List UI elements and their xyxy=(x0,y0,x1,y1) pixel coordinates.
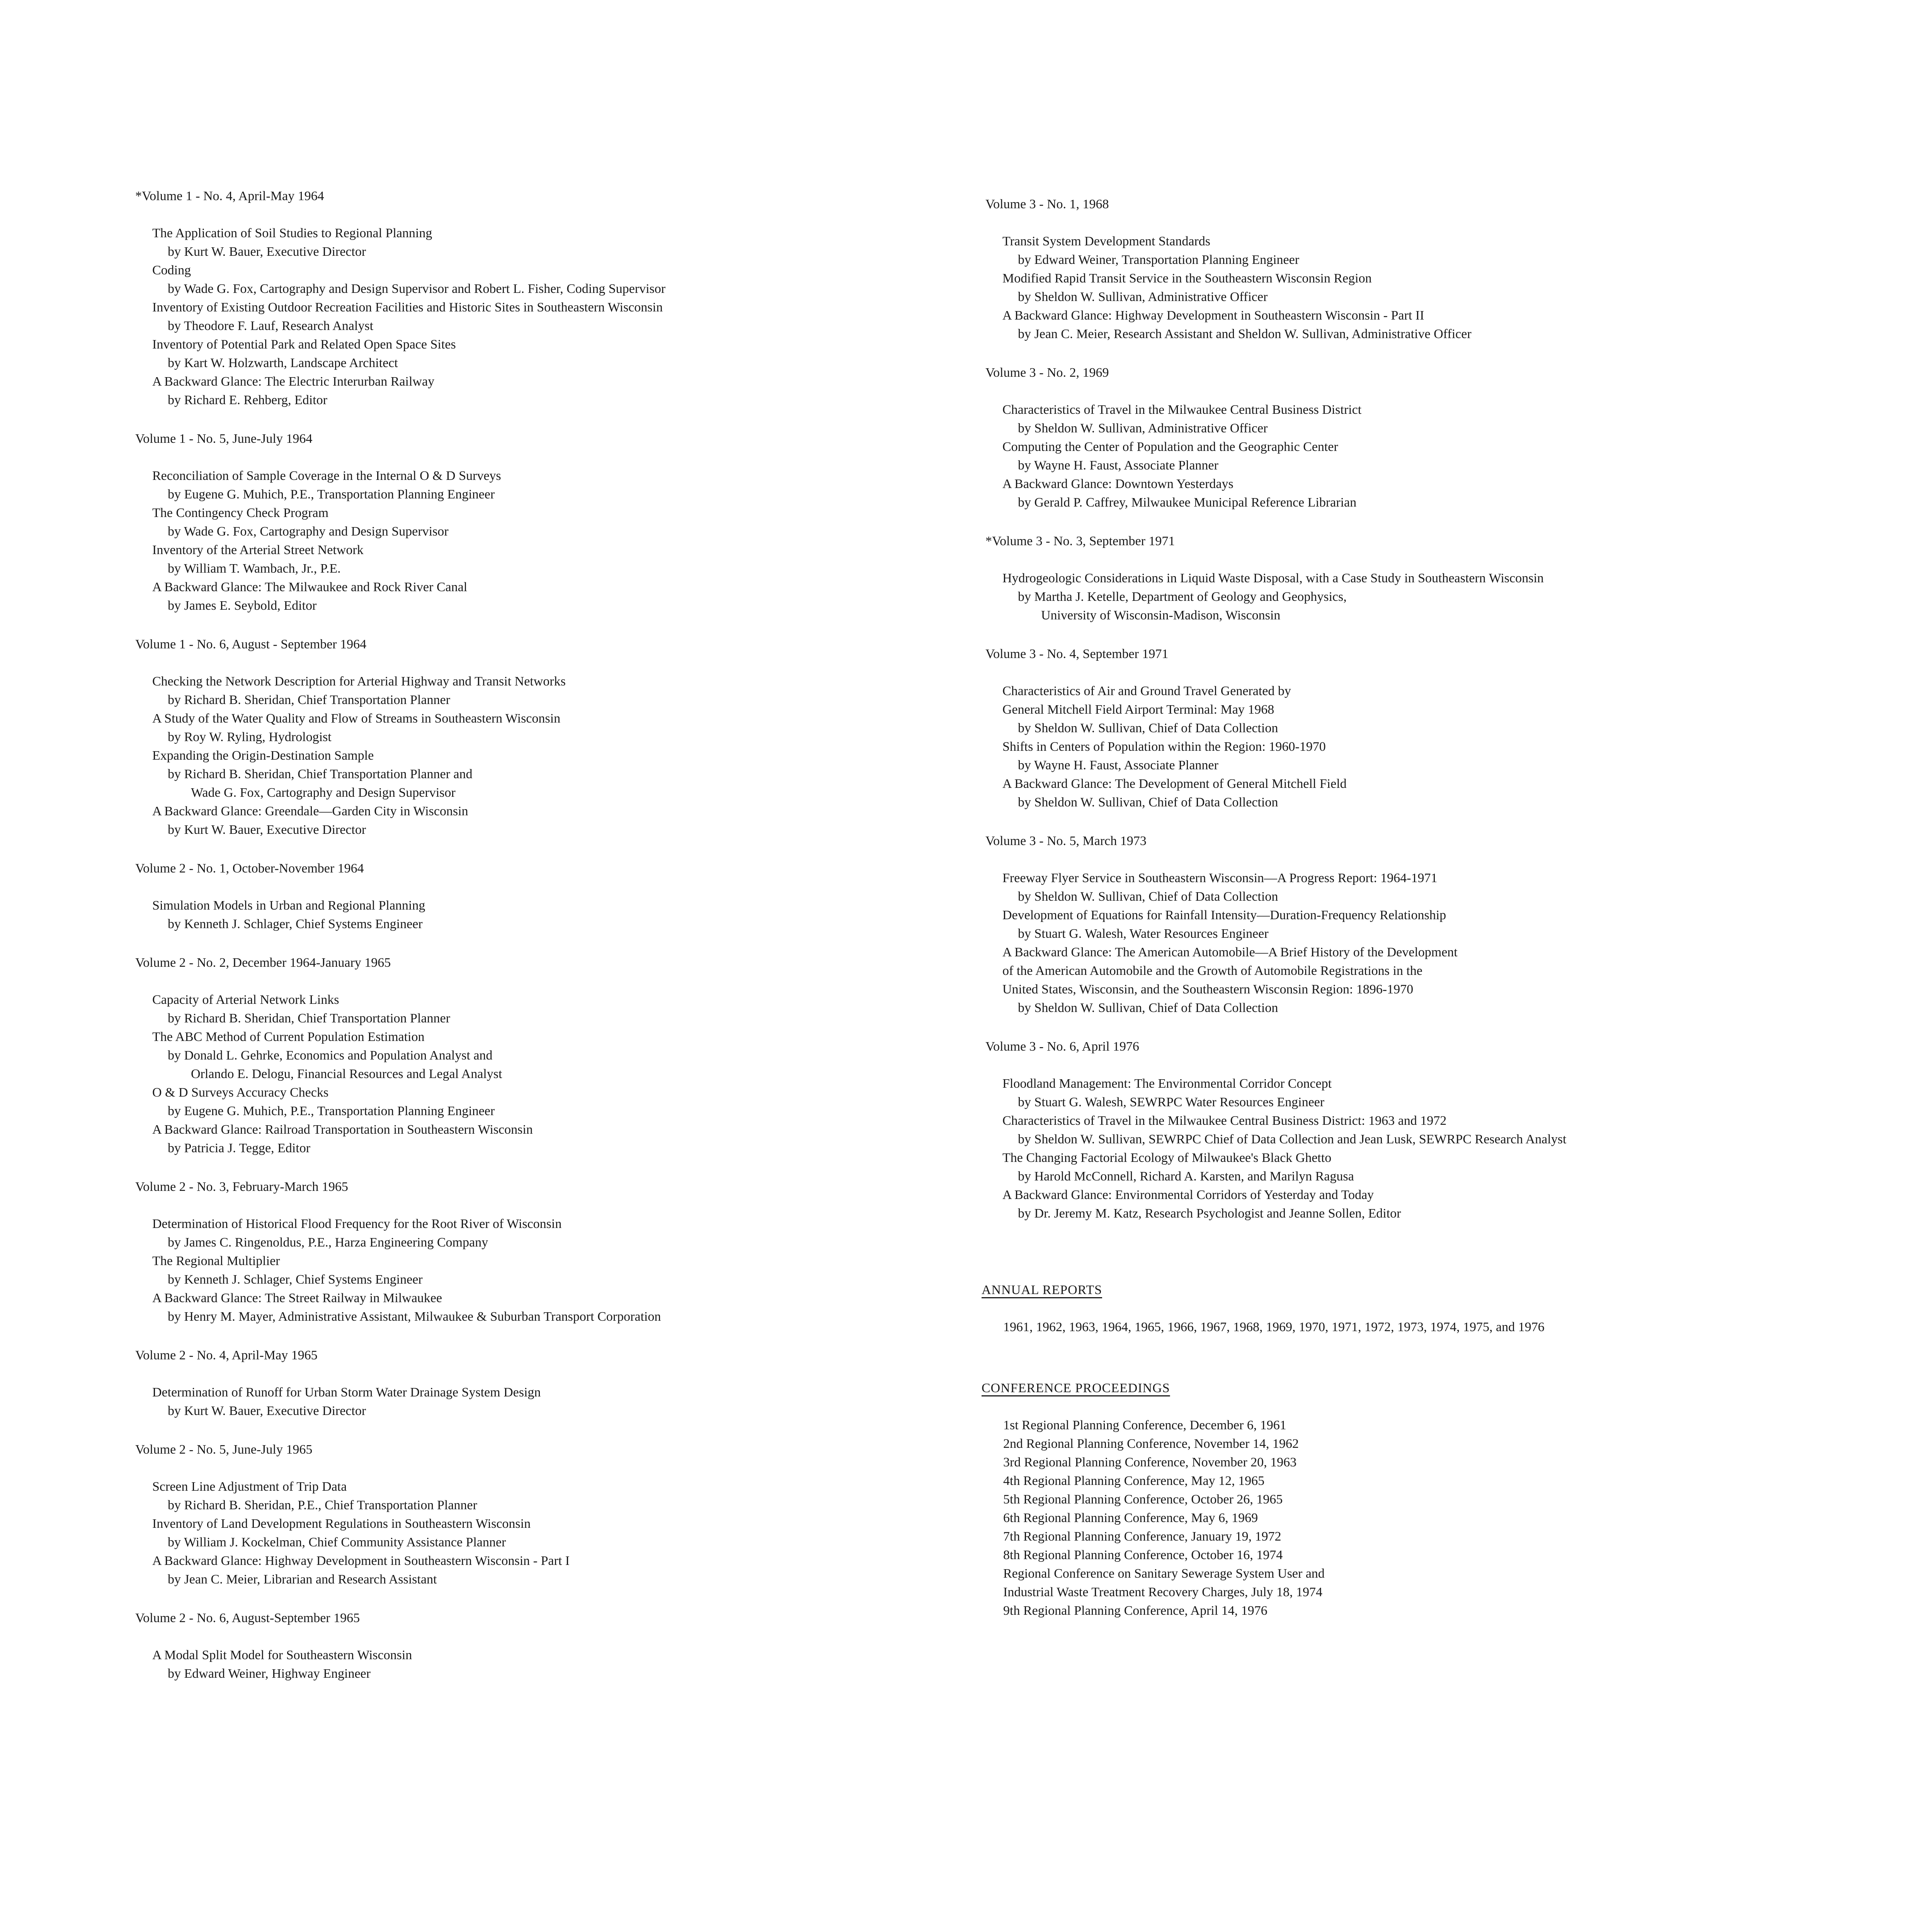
conference-item: Industrial Waste Treatment Recovery Charges, July 18, 1974 xyxy=(1003,1585,1323,1599)
article-author: by Richard B. Sheridan, P.E., Chief Transportation Planner xyxy=(168,1498,477,1512)
article-author: by Gerald P. Caffrey, Milwaukee Municipal Reference Librarian xyxy=(1018,495,1357,510)
volume-heading: Volume 3 - No. 4, September 1971 xyxy=(985,647,1169,661)
article-author: by Kurt W. Bauer, Executive Director xyxy=(168,1404,366,1418)
volume-articles xyxy=(131,224,935,410)
article-author: by Kurt W. Bauer, Executive Director xyxy=(168,823,366,837)
annual-reports-years: 1961, 1962, 1963, 1964, 1965, 1966, 1967, 1968, 1969, 1970, 1971, 1972, 1973, 1974, 1975, and 1976 xyxy=(1003,1320,1545,1334)
article-title: Transit System Development Standards xyxy=(1002,234,1210,248)
volume-heading: *Volume 3 - No. 3, September 1971 xyxy=(985,534,1175,548)
article-author: by William J. Kockelman, Chief Community Assistance Planner xyxy=(168,1535,506,1549)
volume-heading: Volume 2 - No. 6, August-September 1965 xyxy=(135,1611,360,1625)
volume-articles xyxy=(982,232,1793,344)
conference-item: 9th Regional Planning Conference, April 14, 1976 xyxy=(1003,1604,1268,1618)
volume-articles xyxy=(131,896,935,934)
article-author: by Edward Weiner, Highway Engineer xyxy=(168,1667,371,1681)
article-title: A Study of the Water Quality and Flow of Streams in Southeastern Wisconsin xyxy=(152,711,561,726)
article-title: A Backward Glance: The Milwaukee and Rock River Canal xyxy=(152,580,468,594)
article-title: A Backward Glance: Environmental Corridors of Yesterday and Today xyxy=(1002,1188,1374,1202)
article-author: by Theodore F. Lauf, Research Analyst xyxy=(168,319,374,333)
article-author: by Sheldon W. Sullivan, Chief of Data Collection xyxy=(1018,795,1278,810)
article-title: A Backward Glance: Highway Development in Southeastern Wisconsin - Part II xyxy=(1002,308,1424,323)
article-author: by Patricia J. Tegge, Editor xyxy=(168,1141,311,1155)
article-author: by Stuart G. Walesh, SEWRPC Water Resources Engineer xyxy=(1018,1095,1325,1109)
article-title: Characteristics of Travel in the Milwaukee Central Business District: 1963 and 1972 xyxy=(1002,1114,1447,1128)
conference-item: 2nd Regional Planning Conference, November 14, 1962 xyxy=(1003,1437,1299,1451)
article-author: Wade G. Fox, Cartography and Design Supervisor xyxy=(191,786,456,800)
article-title: The Application of Soil Studies to Regional Planning xyxy=(152,226,432,240)
article-author: by James C. Ringenoldus, P.E., Harza Engineering Company xyxy=(168,1235,488,1250)
article-title: A Backward Glance: Highway Development in Southeastern Wisconsin - Part I xyxy=(152,1554,570,1568)
article-title: O & D Surveys Accuracy Checks xyxy=(152,1085,329,1100)
article-title: A Backward Glance: The Street Railway in Milwaukee xyxy=(152,1291,442,1305)
article-author: by Jean C. Meier, Research Assistant and Sheldon W. Sullivan, Administrative Officer xyxy=(1018,327,1472,341)
article-author: by Jean C. Meier, Librarian and Research Assistant xyxy=(168,1572,437,1587)
annual-reports-heading-text: ANNUAL REPORTS xyxy=(982,1283,1102,1297)
article-title: A Backward Glance: Downtown Yesterdays xyxy=(1002,477,1234,491)
article-title: Expanding the Origin-Destination Sample xyxy=(152,748,374,763)
article-title: A Backward Glance: The Development of General Mitchell Field xyxy=(1002,777,1347,791)
article-title: General Mitchell Field Airport Terminal: May 1968 xyxy=(1002,702,1274,717)
volume-articles xyxy=(982,401,1793,512)
article-author: by Kenneth J. Schlager, Chief Systems Engineer xyxy=(168,1272,423,1287)
article-author: by Henry M. Mayer, Administrative Assistant, Milwaukee & Suburban Transport Corporation xyxy=(168,1310,661,1324)
conference-item: 5th Regional Planning Conference, October 26, 1965 xyxy=(1003,1492,1283,1507)
article-author: University of Wisconsin-Madison, Wisconsin xyxy=(1041,608,1281,622)
volume-heading: Volume 3 - No. 1, 1968 xyxy=(985,197,1109,211)
left-column xyxy=(131,187,935,1703)
article-title: Floodland Management: The Environmental Corridor Concept xyxy=(1002,1077,1332,1091)
volume-heading: Volume 1 - No. 5, June-July 1964 xyxy=(135,432,313,446)
article-author: by Wade G. Fox, Cartography and Design Supervisor and Robert L. Fisher, Coding Supervisor xyxy=(168,282,666,296)
article-title: A Backward Glance: Greendale—Garden City in Wisconsin xyxy=(152,804,468,818)
conference-item: 1st Regional Planning Conference, December 6, 1961 xyxy=(1003,1418,1286,1432)
article-title: The Regional Multiplier xyxy=(152,1254,280,1268)
volume-heading: Volume 3 - No. 6, April 1976 xyxy=(985,1039,1139,1054)
conference-item: 8th Regional Planning Conference, October 16, 1974 xyxy=(1003,1548,1283,1562)
volume-heading: Volume 2 - No. 3, February-March 1965 xyxy=(135,1180,348,1194)
article-author: by Kenneth J. Schlager, Chief Systems Engineer xyxy=(168,917,423,931)
article-title: Development of Equations for Rainfall Intensity—Duration-Frequency Relationship xyxy=(1002,908,1446,922)
article-title: Characteristics of Travel in the Milwaukee Central Business District xyxy=(1002,403,1362,417)
article-author: by Richard B. Sheridan, Chief Transportation Planner and xyxy=(168,767,473,781)
article-author: by Kurt W. Bauer, Executive Director xyxy=(168,245,366,259)
volume-heading: Volume 2 - No. 2, December 1964-January 1965 xyxy=(135,956,391,970)
article-title: Determination of Runoff for Urban Storm Water Drainage System Design xyxy=(152,1385,541,1400)
article-title: Determination of Historical Flood Frequency for the Root River of Wisconsin xyxy=(152,1217,562,1231)
article-title: Inventory of Existing Outdoor Recreation Facilities and Historic Sites in Southeastern Wisconsin xyxy=(152,300,663,315)
article-title: Hydrogeologic Considerations in Liquid Waste Disposal, with a Case Study in Southeastern Wisconsin xyxy=(1002,571,1544,585)
volume-heading: Volume 1 - No. 6, August - September 1964 xyxy=(135,637,367,651)
volume-articles xyxy=(131,1383,935,1420)
article-author: by Sheldon W. Sullivan, Administrative Officer xyxy=(1018,421,1268,435)
article-title: The Changing Factorial Ecology of Milwaukee's Black Ghetto xyxy=(1002,1151,1332,1165)
volume-heading: Volume 2 - No. 5, June-July 1965 xyxy=(135,1442,313,1457)
article-author: by Dr. Jeremy M. Katz, Research Psychologist and Jeanne Sollen, Editor xyxy=(1018,1206,1401,1221)
article-author: Orlando E. Delogu, Financial Resources and Legal Analyst xyxy=(191,1067,502,1081)
volume-articles xyxy=(982,1075,1793,1223)
volume-articles xyxy=(131,1215,935,1326)
article-title: Capacity of Arterial Network Links xyxy=(152,993,339,1007)
article-author: by Stuart G. Walesh, Water Resources Engineer xyxy=(1018,927,1269,941)
volume-articles xyxy=(131,672,935,839)
volume-articles xyxy=(131,467,935,615)
article-author: by Richard E. Rehberg, Editor xyxy=(168,393,327,407)
conference-item: 7th Regional Planning Conference, January 19, 1972 xyxy=(1003,1529,1281,1544)
right-volumes xyxy=(982,195,1793,1223)
article-author: by Edward Weiner, Transportation Planning Engineer xyxy=(1018,253,1300,267)
article-author: by Eugene G. Muhich, P.E., Transportation Planning Engineer xyxy=(168,487,495,502)
article-author: by Donald L. Gehrke, Economics and Population Analyst and xyxy=(168,1048,493,1063)
volume-heading: Volume 3 - No. 5, March 1973 xyxy=(985,834,1147,848)
article-author: by Kart W. Holzwarth, Landscape Architect xyxy=(168,356,398,370)
article-author: by James E. Seybold, Editor xyxy=(168,599,317,613)
conference-proceedings-heading-text: CONFERENCE PROCEEDINGS xyxy=(982,1381,1170,1395)
article-title: Modified Rapid Transit Service in the Southeastern Wisconsin Region xyxy=(1002,271,1372,286)
conference-proceedings-list xyxy=(982,1416,1793,1620)
article-title: A Backward Glance: The American Automobile—A Brief History of the Development xyxy=(1002,945,1458,959)
article-author: by William T. Wambach, Jr., P.E. xyxy=(168,561,341,576)
right-column xyxy=(982,195,1793,1620)
conference-item: Regional Conference on Sanitary Sewerage System User and xyxy=(1003,1566,1325,1581)
article-title: The ABC Method of Current Population Estimation xyxy=(152,1030,425,1044)
article-title: Characteristics of Air and Ground Travel Generated by xyxy=(1002,684,1291,698)
volume-articles xyxy=(131,991,935,1158)
article-title: Shifts in Centers of Population within the Region: 1960-1970 xyxy=(1002,740,1326,754)
annual-reports-heading xyxy=(982,1281,1793,1299)
conference-item: 6th Regional Planning Conference, May 6, 1969 xyxy=(1003,1511,1258,1525)
volume-heading: Volume 2 - No. 1, October-November 1964 xyxy=(135,861,364,876)
article-author: by Harold McConnell, Richard A. Karsten, and Marilyn Ragusa xyxy=(1018,1169,1354,1184)
article-title: Checking the Network Description for Arterial Highway and Transit Networks xyxy=(152,674,566,689)
article-title: Freeway Flyer Service in Southeastern Wisconsin—A Progress Report: 1964-1971 xyxy=(1002,871,1438,885)
volume-heading: *Volume 1 - No. 4, April-May 1964 xyxy=(135,189,324,203)
article-author: by Richard B. Sheridan, Chief Transportation Planner xyxy=(168,693,450,707)
conference-item: 4th Regional Planning Conference, May 12, 1965 xyxy=(1003,1474,1265,1488)
article-author: by Sheldon W. Sullivan, SEWRPC Chief of Data Collection and Jean Lusk, SEWRPC Research Analyst xyxy=(1018,1132,1567,1146)
volume-heading: Volume 3 - No. 2, 1969 xyxy=(985,366,1109,380)
article-author: by Sheldon W. Sullivan, Administrative Officer xyxy=(1018,290,1268,304)
article-author: by Wade G. Fox, Cartography and Design Supervisor xyxy=(168,524,449,539)
article-title: of the American Automobile and the Growth of Automobile Registrations in the xyxy=(1002,964,1422,978)
article-title: Inventory of Potential Park and Related Open Space Sites xyxy=(152,337,456,352)
volume-articles xyxy=(131,1646,935,1683)
volume-articles xyxy=(982,569,1793,625)
article-author: by Wayne H. Faust, Associate Planner xyxy=(1018,758,1218,772)
volume-articles xyxy=(982,869,1793,1017)
article-author: by Sheldon W. Sullivan, Chief of Data Collection xyxy=(1018,721,1278,735)
article-title: The Contingency Check Program xyxy=(152,506,329,520)
article-title: A Backward Glance: The Electric Interurban Railway xyxy=(152,374,435,389)
article-title: Coding xyxy=(152,263,191,277)
article-title: Inventory of Land Development Regulations in Southeastern Wisconsin xyxy=(152,1517,531,1531)
article-author: by Roy W. Ryling, Hydrologist xyxy=(168,730,332,744)
article-title: Inventory of the Arterial Street Network xyxy=(152,543,364,557)
article-title: United States, Wisconsin, and the Southeastern Wisconsin Region: 1896-1970 xyxy=(1002,982,1414,997)
conference-item: 3rd Regional Planning Conference, November 20, 1963 xyxy=(1003,1455,1297,1469)
article-author: by Richard B. Sheridan, Chief Transportation Planner xyxy=(168,1011,450,1026)
article-author: by Wayne H. Faust, Associate Planner xyxy=(1018,458,1218,473)
article-author: by Sheldon W. Sullivan, Chief of Data Collection xyxy=(1018,1001,1278,1015)
conference-proceedings-heading xyxy=(982,1379,1793,1398)
volume-articles xyxy=(131,1478,935,1589)
article-title: Computing the Center of Population and the Geographic Center xyxy=(1002,440,1338,454)
article-title: Simulation Models in Urban and Regional Planning xyxy=(152,898,425,913)
volume-articles xyxy=(982,682,1793,812)
article-author: by Martha J. Ketelle, Department of Geology and Geophysics, xyxy=(1018,590,1347,604)
article-title: A Backward Glance: Railroad Transportation in Southeastern Wisconsin xyxy=(152,1122,533,1137)
article-author: by Sheldon W. Sullivan, Chief of Data Collection xyxy=(1018,889,1278,904)
article-title: Screen Line Adjustment of Trip Data xyxy=(152,1480,347,1494)
article-author: by Eugene G. Muhich, P.E., Transportation Planning Engineer xyxy=(168,1104,495,1118)
volume-heading: Volume 2 - No. 4, April-May 1965 xyxy=(135,1348,318,1362)
article-title: A Modal Split Model for Southeastern Wisconsin xyxy=(152,1648,412,1662)
article-title: Reconciliation of Sample Coverage in the Internal O & D Surveys xyxy=(152,469,501,483)
